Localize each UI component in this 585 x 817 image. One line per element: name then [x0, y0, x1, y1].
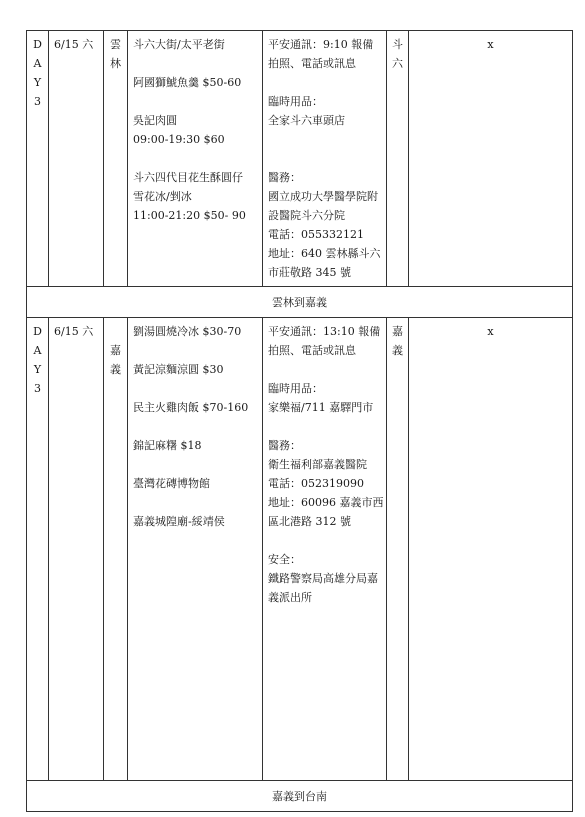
- info-line: 地址：60096 嘉義市西: [268, 496, 384, 509]
- spacer: [268, 360, 381, 379]
- city-char: 嘉: [110, 344, 121, 357]
- city-char: 林: [110, 57, 121, 70]
- food-line: 斗六四代目花生酥圓仔: [133, 171, 243, 184]
- info-line: 地址：640 雲林縣斗六: [268, 247, 381, 260]
- food-line: 嘉義城隍廟-綏靖侯: [133, 515, 225, 528]
- day-row: [27, 31, 573, 287]
- day-letter: D: [33, 325, 42, 338]
- destination-char: 六: [392, 57, 403, 70]
- day-letter: Y: [33, 363, 42, 376]
- food-line: 吳記肉圓: [133, 114, 177, 127]
- transfer-label: 雲林到嘉義: [272, 295, 327, 309]
- transfer-cell: [27, 781, 573, 812]
- info-line: 市莊敬路 345 號: [268, 266, 351, 279]
- city-cell: [104, 318, 128, 781]
- spacer: [133, 54, 257, 73]
- mark-text: x: [487, 325, 494, 338]
- spacer: [133, 149, 257, 168]
- food-line: 劉湯圓燒冷冰 $30-70: [133, 325, 242, 338]
- destination-char: 義: [392, 344, 403, 357]
- info-line: 全家斗六車頭店: [268, 114, 345, 127]
- info-line: 家樂福/711 嘉驛門市: [268, 401, 374, 414]
- info-line: 設醫院斗六分院: [268, 209, 345, 222]
- destination-char: 斗: [392, 38, 403, 51]
- food-line: 斗六大街/太平老街: [133, 38, 225, 51]
- food-cell: [128, 31, 263, 287]
- city-char: 雲: [110, 38, 121, 51]
- day-letter: Y: [33, 76, 42, 89]
- info-line: 義派出所: [268, 591, 312, 604]
- info-cell: [263, 318, 387, 781]
- food-line: 錦記麻糬 $18: [133, 439, 202, 452]
- mark-cell: [409, 318, 573, 781]
- spacer: [268, 130, 381, 149]
- info-line: 拍照、電話或訊息: [268, 57, 356, 70]
- spacer: [133, 417, 257, 436]
- info-line: 醫務：: [268, 171, 301, 184]
- transfer-row: [27, 781, 573, 812]
- spacer: [133, 493, 257, 512]
- spacer: [133, 92, 257, 111]
- city-char: 義: [110, 363, 121, 376]
- date-cell: [49, 318, 104, 781]
- mark-cell: [409, 31, 573, 287]
- info-line: 衛生福利部嘉義醫院: [268, 458, 367, 471]
- info-line: 臨時用品：: [268, 95, 323, 108]
- food-line: 臺灣花磚博物館: [133, 477, 210, 490]
- spacer: [268, 531, 381, 550]
- food-line: 09:00-19:30 $60: [133, 133, 225, 146]
- food-line: 阿國獅鯱魚羹 $50-60: [133, 76, 242, 89]
- itinerary-table: [26, 30, 573, 812]
- info-line: 臨時用品：: [268, 382, 323, 395]
- info-cell: [263, 31, 387, 287]
- mark-text: x: [487, 38, 494, 51]
- city-cell: [104, 31, 128, 287]
- info-line: 區北港路 312 號: [268, 515, 351, 528]
- itinerary-page: [26, 30, 573, 812]
- spacer: [133, 341, 257, 360]
- info-line: 安全：: [268, 553, 301, 566]
- info-line: 拍照、電話或訊息: [268, 344, 356, 357]
- spacer: [133, 455, 257, 474]
- destination-cell: [387, 31, 409, 287]
- day-cell: [27, 31, 49, 287]
- info-line: 醫務：: [268, 439, 301, 452]
- destination-cell: [387, 318, 409, 781]
- day-letter: A: [33, 344, 42, 357]
- spacer: [268, 149, 381, 168]
- info-line: 鐵路警察局高雄分局嘉: [268, 572, 378, 585]
- transfer-cell: [27, 287, 573, 318]
- destination-char: 嘉: [392, 325, 403, 338]
- transfer-label: 嘉義到台南: [272, 789, 327, 803]
- day-row: [27, 318, 573, 781]
- date-text: 6/15 六: [54, 38, 94, 51]
- info-line: 平安通訊：13:10 報備: [268, 325, 381, 338]
- day-cell: [27, 318, 49, 781]
- transfer-row: [27, 287, 573, 318]
- spacer: [268, 417, 381, 436]
- day-letter: D: [33, 38, 42, 51]
- info-line: 國立成功大學醫學院附: [268, 190, 378, 203]
- food-line: 11:00-21:20 $50- 90: [133, 209, 246, 222]
- spacer: [133, 379, 257, 398]
- day-letter: 3: [34, 382, 41, 395]
- info-line: 電話：055332121: [268, 228, 364, 241]
- day-letter: A: [33, 57, 42, 70]
- date-text: 6/15 六: [54, 325, 94, 338]
- food-line: 民主火雞肉飯 $70-160: [133, 401, 249, 414]
- food-line: 雪花冰/剉冰: [133, 190, 192, 203]
- spacer: [268, 73, 381, 92]
- spacer: [104, 322, 127, 341]
- food-cell: [128, 318, 263, 781]
- info-line: 平安通訊：9:10 報備: [268, 38, 374, 51]
- info-line: 電話：052319090: [268, 477, 364, 490]
- date-cell: [49, 31, 104, 287]
- day-letter: 3: [34, 95, 41, 108]
- food-line: 黃記涼麵涼圓 $30: [133, 363, 224, 376]
